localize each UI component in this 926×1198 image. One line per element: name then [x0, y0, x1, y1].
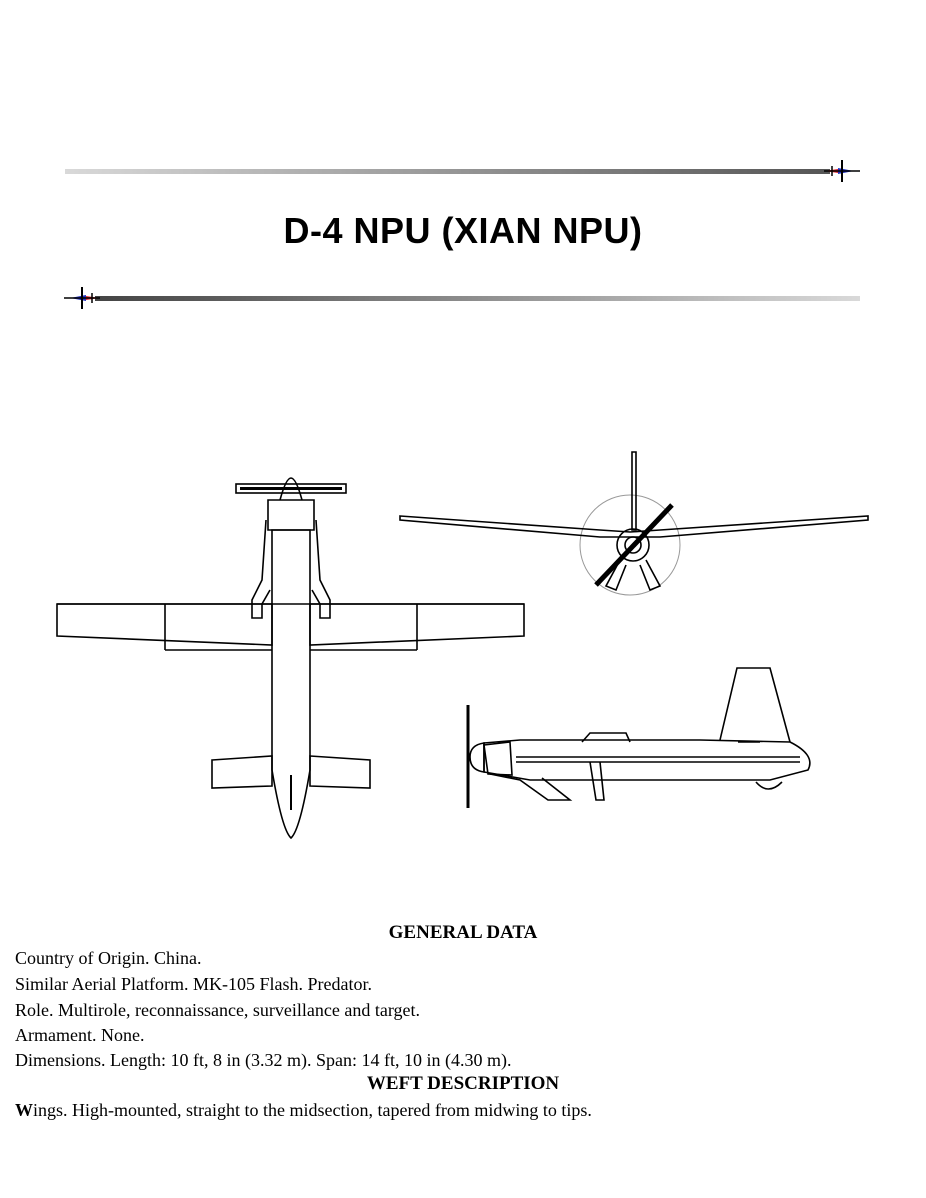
- weft-wings-line: [15, 1100, 592, 1121]
- spec-armament: Armament. None.: [15, 1025, 145, 1045]
- spec-role: Role. Multirole, reconnaissance, surveillance and target.: [15, 1000, 421, 1020]
- wings-initial: W: [15, 1100, 33, 1120]
- general-data-heading: GENERAL DATA: [388, 922, 538, 943]
- spec-country: Country of Origin. China.: [15, 948, 202, 968]
- top-view: [57, 478, 524, 838]
- front-view: [400, 452, 868, 595]
- bottom-divider: [60, 284, 870, 314]
- wings-text: ings. High-mounted, straight to the midsection, tapered from midwing to tips.: [33, 1100, 592, 1120]
- spec-similar-platform: Similar Aerial Platform. MK-105 Flash. Predator.: [15, 974, 372, 994]
- jet-icon: [824, 160, 860, 182]
- jet-icon: [64, 287, 100, 309]
- top-divider: [60, 158, 870, 188]
- weft-description-heading: WEFT DESCRIPTION: [366, 1073, 560, 1094]
- side-view: [468, 668, 810, 808]
- aircraft-three-view-drawing: [0, 430, 926, 860]
- page-title: D-4 NPU (XIAN NPU): [283, 210, 643, 251]
- spec-dimensions: Dimensions. Length: 10 ft, 8 in (3.32 m). Span: 14 ft, 10 in (4.30 m).: [15, 1050, 512, 1070]
